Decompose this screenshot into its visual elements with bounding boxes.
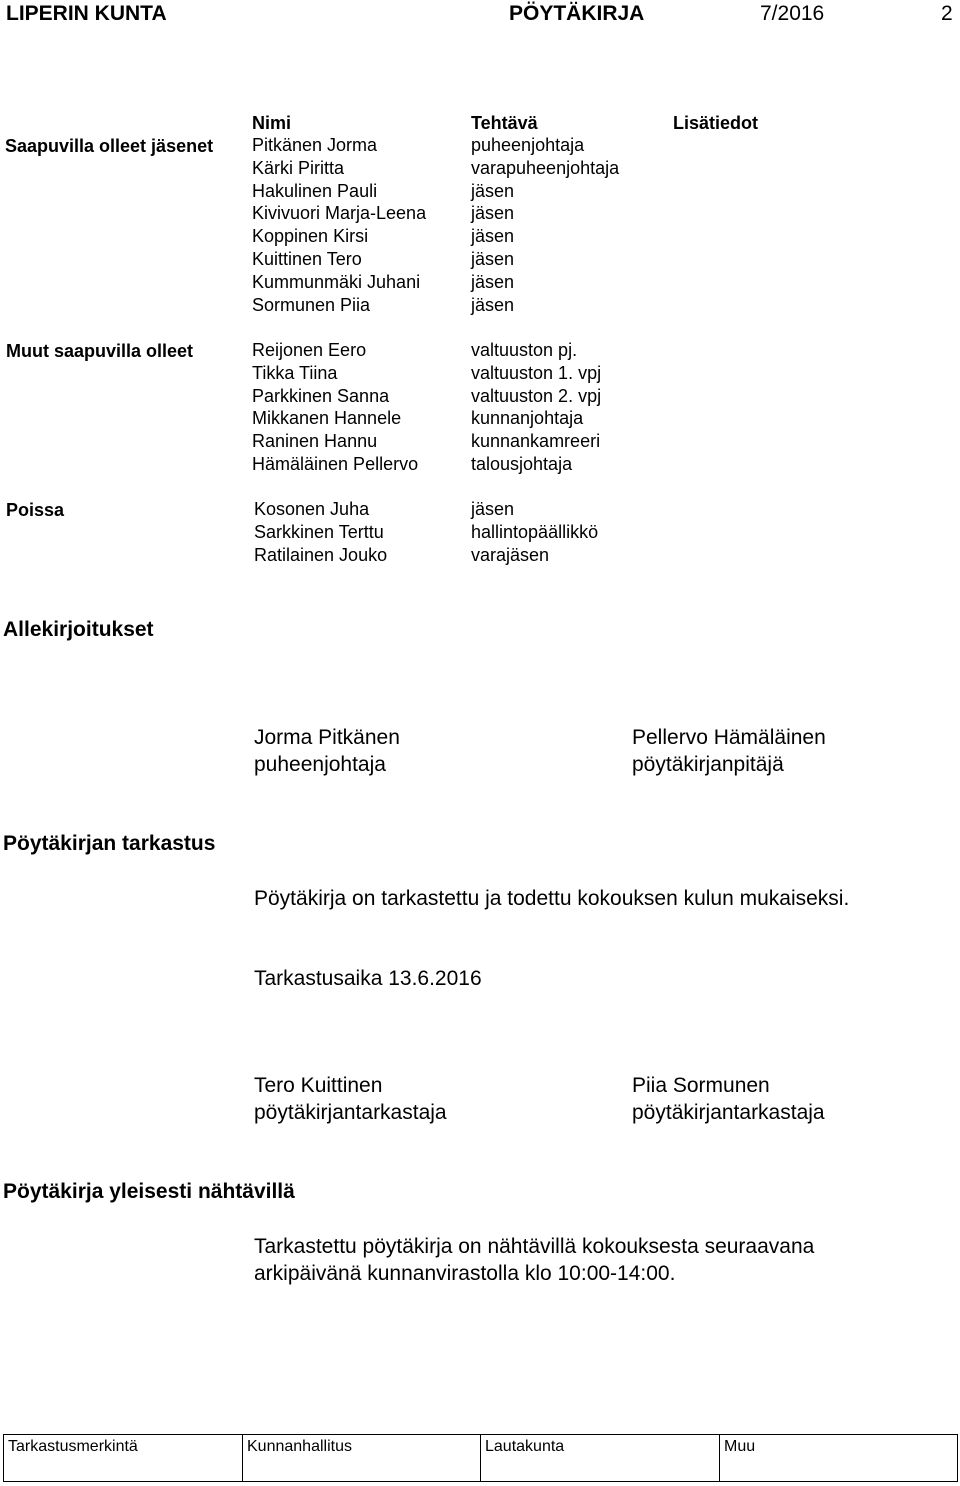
attendee-name: Tikka Tiina — [252, 362, 338, 383]
reviewer-1-title: pöytäkirjantarkastaja — [254, 1101, 447, 1124]
footer-table — [3, 1434, 958, 1482]
absent-role: jäsen — [471, 499, 515, 519]
absent-name: Ratilainen Jouko — [254, 544, 388, 565]
chair-signature — [254, 724, 400, 778]
attendee-name: Parkkinen Sanna — [252, 385, 390, 406]
review-heading: Pöytäkirjan tarkastus — [3, 832, 216, 855]
absent-role: hallintopäällikkö — [471, 521, 599, 542]
column-extra-heading: Lisätiedot — [673, 113, 759, 133]
attendee-role: talousjohtaja — [471, 453, 573, 474]
present-members-names — [252, 134, 426, 316]
public-notice-line-2: arkipäivänä kunnanvirastolla klo 10:00-14:00. — [254, 1262, 676, 1285]
reviewer-2-name: Piia Sormunen — [632, 1074, 770, 1097]
member-role: jäsen — [471, 248, 515, 269]
page-number: 2 — [941, 2, 953, 25]
reviewer-2-signature — [632, 1072, 825, 1126]
attendee-name: Hämäläinen Pellervo — [252, 453, 419, 474]
other-present-names — [252, 339, 418, 476]
present-members-label: Saapuvilla olleet jäsenet — [5, 136, 214, 156]
other-present-label: Muut saapuvilla olleet — [6, 341, 194, 361]
member-role: jäsen — [471, 180, 515, 201]
review-statement: Pöytäkirja on tarkastettu ja todettu kokouksen kulun mukaiseksi. — [254, 887, 850, 910]
public-notice — [254, 1233, 814, 1287]
footer-cell-other: Muu — [724, 1438, 756, 1455]
public-heading: Pöytäkirja yleisesti nähtävillä — [3, 1180, 295, 1203]
footer-cell-review-mark: Tarkastusmerkintä — [4, 1435, 243, 1481]
public-notice-line-1: Tarkastettu pöytäkirja on nähtävillä kokouksesta seuraavana — [254, 1235, 815, 1258]
member-name: Pitkänen Jorma — [252, 135, 378, 155]
reviewer-2-title: pöytäkirjantarkastaja — [632, 1101, 825, 1124]
attendee-role: valtuuston 1. vpj — [471, 362, 602, 383]
other-present-roles — [471, 339, 601, 476]
attendee-role: kunnankamreeri — [471, 431, 601, 452]
member-role: jäsen — [471, 203, 515, 224]
footer-cell-board: Kunnanhallitus — [243, 1435, 481, 1481]
member-name: Kivivuori Marja-Leena — [252, 203, 427, 224]
secretary-signature — [632, 724, 826, 778]
member-name: Sormunen Piia — [252, 294, 371, 315]
absent-role: varajäsen — [471, 544, 550, 565]
present-members-roles — [471, 134, 619, 316]
signatures-heading: Allekirjoitukset — [3, 618, 154, 641]
review-time: Tarkastusaika 13.6.2016 — [254, 967, 482, 990]
column-name-heading: Nimi — [252, 113, 292, 133]
member-role: jäsen — [471, 226, 515, 247]
member-name: Hakulinen Pauli — [252, 180, 378, 201]
absent-name: Kosonen Juha — [254, 499, 370, 519]
member-role: jäsen — [471, 294, 515, 315]
attendee-name: Reijonen Eero — [252, 340, 367, 360]
absent-roles — [471, 498, 598, 566]
chair-title: puheenjohtaja — [254, 753, 386, 776]
member-role: puheenjohtaja — [471, 135, 585, 155]
attendee-role: valtuuston pj. — [471, 340, 578, 360]
attendee-name: Mikkanen Hannele — [252, 408, 402, 429]
member-name: Kärki Piritta — [252, 157, 345, 178]
document-type: PÖYTÄKIRJA — [509, 2, 645, 25]
member-role: jäsen — [471, 271, 515, 292]
secretary-name: Pellervo Hämäläinen — [632, 726, 826, 749]
column-role-heading: Tehtävä — [471, 113, 538, 133]
absent-name: Sarkkinen Terttu — [254, 521, 384, 542]
member-name: Kuittinen Tero — [252, 248, 362, 269]
member-name: Kummunmäki Juhani — [252, 271, 421, 292]
chair-name: Jorma Pitkänen — [254, 726, 400, 749]
absent-label: Poissa — [6, 500, 65, 520]
footer-cell-committee: Lautakunta — [481, 1435, 720, 1481]
member-name: Koppinen Kirsi — [252, 226, 369, 247]
document-number: 7/2016 — [760, 2, 825, 25]
reviewer-1-name: Tero Kuittinen — [254, 1074, 383, 1097]
secretary-title: pöytäkirjanpitäjä — [632, 753, 784, 776]
reviewer-1-signature — [254, 1072, 447, 1126]
absent-names — [254, 498, 387, 566]
municipality-name: LIPERIN KUNTA — [6, 2, 167, 25]
attendee-role: valtuuston 2. vpj — [471, 385, 602, 406]
attendee-role: kunnanjohtaja — [471, 408, 584, 429]
attendee-name: Raninen Hannu — [252, 431, 378, 452]
member-role: varapuheenjohtaja — [471, 157, 620, 178]
